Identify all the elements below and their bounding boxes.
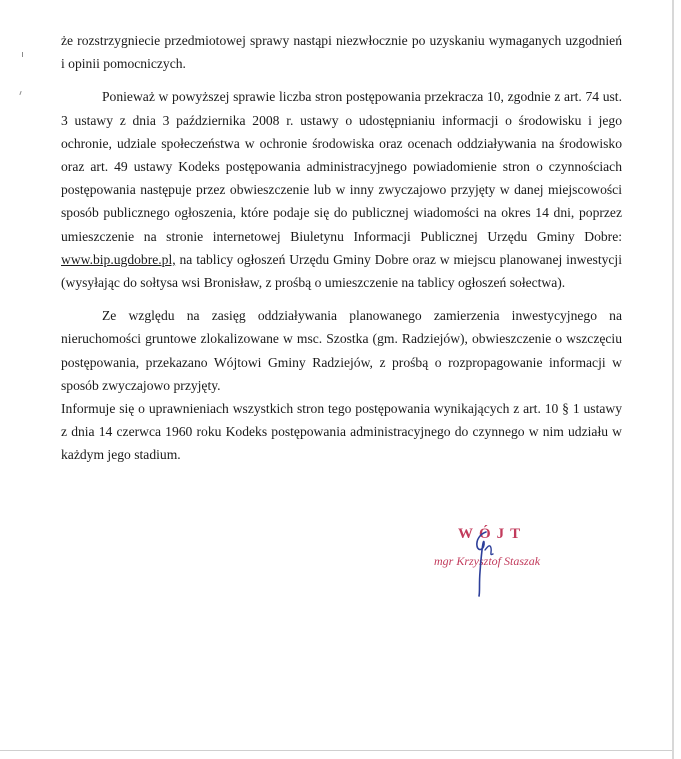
paragraph-scope [61,304,622,397]
stamp-official-name: mgr Krzysztof Staszak [434,554,541,568]
document-body [61,29,622,467]
paragraph-notification [61,85,622,294]
page-bottom-edge [0,750,672,751]
paragraph-1-text: że rozstrzygniecie przedmiotowej sprawy nastąpi niezwłocznie po uzyskaniu wymaganych uzgodnień i opinii pomocniczych. [61,33,622,72]
handwritten-signature-icon [460,528,500,600]
bip-website-link[interactable]: www.bip.ugdobre.pl, [61,251,176,267]
paragraph-2-text-b: na tablicy ogłoszeń Urzędu Gminy Dobre oraz w miejscu planowanej inwestycji (wysyłając do sołtysa wsi Bronisław, z prośbą o umieszczenie na tablicy ogłoszeń sołectwa). [61,251,622,291]
signature-stamp [430,526,630,606]
stamp-title: WÓJT [458,526,527,542]
page-right-edge [672,0,674,759]
paragraph-4-text: Informuje się o uprawnieniach wszystkich stron tego postępowania wynikających z art. 10 § 1 ustawy z dnia 14 czerwca 1960 roku Kodeks postępowania administracyjnego do czynnego w nim udziału w każdym jego stadium. [61,401,622,463]
paragraph-2-text-a: Ponieważ w powyższej sprawie liczba stron postępowania przekracza 10, zgodnie z art. 74 ust. 3 ustawy z dnia 3 października 2008 r. ustawy o udostępnianiu informacji o środowisku i jego ochronie, udziale społeczeństwa w ochronie środowiska oraz ocenach oddziaływania na środowisko oraz art. 49 ustawy Kodeks postępowania administracyjnego powiadomienie stron o czynnościach postępowania następuje przez obwieszczenie lub w inny zwyczajowo przyjęty w danej miejscowości sposób publicznego ogłoszenia, które podaje się do publicznej wiadomości na okres 14 dni, poprzez umieszczenie na stronie internetowej Biuletynu Informacji Publicznej Urzędu Gminy Dobre: [61,89,622,244]
paragraph-rights [61,397,622,467]
paragraph-3-text: Ze względu na zasięg oddziaływania planowanego zamierzenia inwestycyjnego na nieruchomości gruntowe zlokalizowane w msc. Szostka (gm. Radziejów), obwieszczenie o wszczęciu postępowania, przekazano Wójtowi Gminy Radziejów, z prośbą o rozpropagowanie informacji w sposób zwyczajowo przyjęty. [61,308,622,393]
paragraph-continuation [61,29,622,75]
margin-mark-top [22,52,23,57]
margin-mark-bottom [19,91,21,95]
